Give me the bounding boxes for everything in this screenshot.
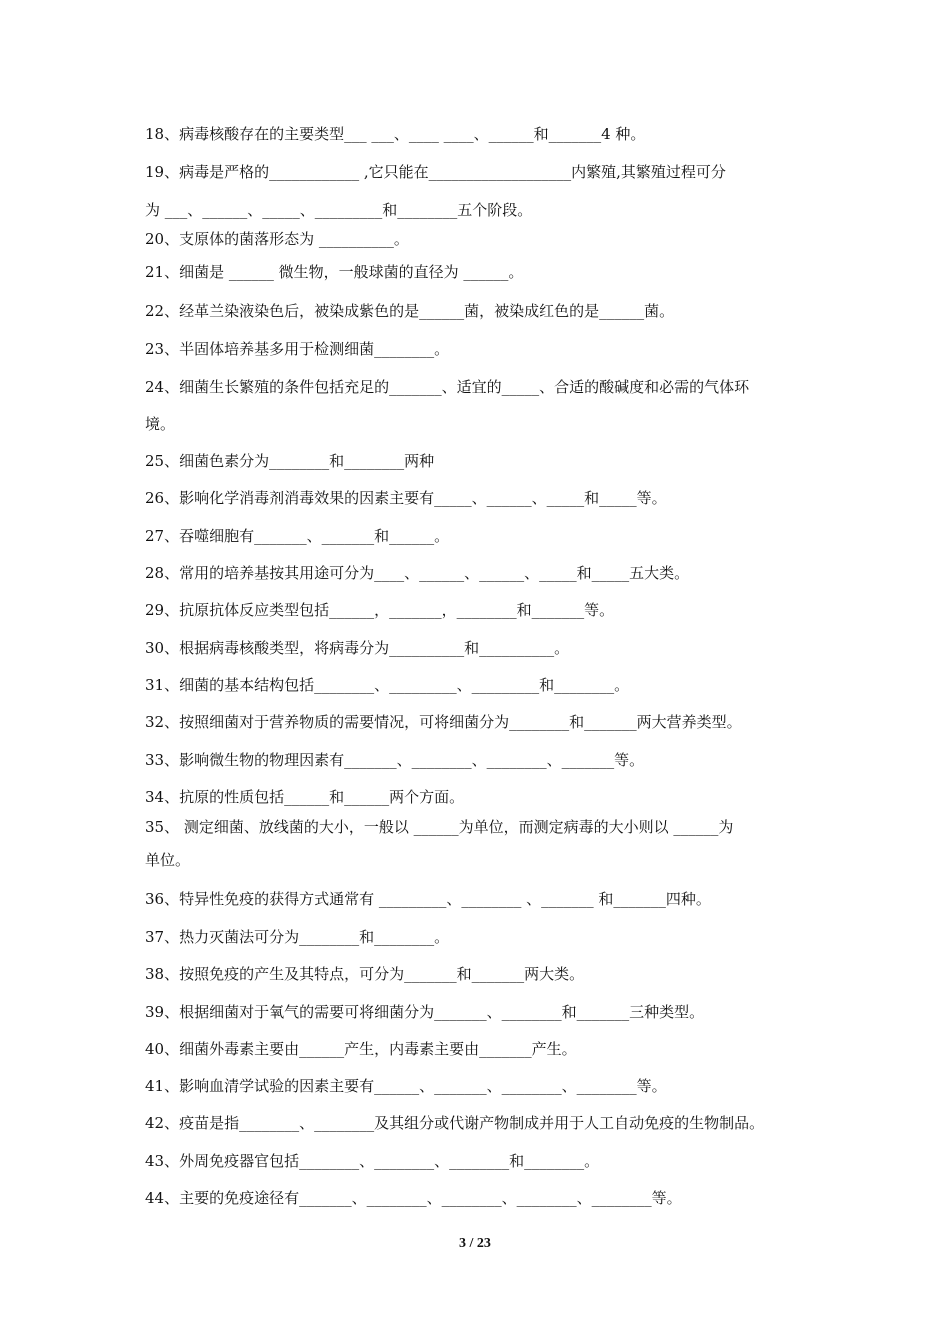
question-38: 38、按照免疫的产生及其特点，可分为_______和_______两大类。 bbox=[145, 965, 585, 983]
question-36: 36、特异性免疫的获得方式通常有 _________、________ 、_______ 和_______四种。 bbox=[145, 890, 711, 908]
question-19-line-2: 为 ___、______、_____、_________和________五个阶段。 bbox=[145, 201, 533, 219]
question-22: 22、经革兰染液染色后，被染成紫色的是______菌，被染成红色的是______菌。 bbox=[145, 302, 675, 320]
question-35-line-2: 单位。 bbox=[145, 851, 191, 869]
question-24-line-1: 24、细菌生长繁殖的条件包括充足的_______、适宜的_____、合适的酸碱度和必需的气体环 bbox=[145, 378, 750, 396]
question-41: 41、影响血清学试验的因素主要有______、_______、________、________等。 bbox=[145, 1077, 667, 1095]
question-32: 32、按照细菌对于营养物质的需要情况，可将细菌分为________和_______两大营养类型。 bbox=[145, 713, 742, 731]
question-20: 20、支原体的菌落形态为 __________。 bbox=[145, 230, 409, 248]
page-number: 3 / 23 bbox=[459, 1236, 491, 1251]
question-23: 23、半固体培养基多用于检测细菌________。 bbox=[145, 340, 450, 358]
question-24-line-2: 境。 bbox=[145, 415, 176, 433]
question-35-line-1: 35、 测定细菌、放线菌的大小，一般以 ______为单位，而测定病毒的大小则以 ______为 bbox=[145, 818, 734, 836]
question-30: 30、根据病毒核酸类型，将病毒分为__________和__________。 bbox=[145, 639, 570, 657]
question-34: 34、抗原的性质包括______和______两个方面。 bbox=[145, 788, 465, 806]
question-33: 33、影响微生物的物理因素有_______、________、________、_______等。 bbox=[145, 751, 645, 769]
question-43: 43、外周免疫器官包括________、________、________和________。 bbox=[145, 1152, 600, 1170]
question-44: 44、主要的免疫途径有_______、________、________、________、________等。 bbox=[145, 1189, 682, 1207]
question-19-line-1: 19、病毒是严格的____________ ,它只能在___________________内繁殖,其繁殖过程可分 bbox=[145, 163, 726, 181]
question-40: 40、细菌外毒素主要由______产生，内毒素主要由_______产生。 bbox=[145, 1040, 577, 1058]
question-26: 26、影响化学消毒剂消毒效果的因素主要有_____、______、_____和_____等。 bbox=[145, 489, 667, 507]
question-25: 25、细菌色素分为________和________两种 bbox=[145, 452, 435, 470]
question-29: 29、抗原抗体反应类型包括______，_______，________和_______等。 bbox=[145, 601, 615, 619]
question-31: 31、细菌的基本结构包括________、_________、_________和________。 bbox=[145, 676, 630, 694]
question-39: 39、根据细菌对于氧气的需要可将细菌分为_______、________和_______三种类型。 bbox=[145, 1003, 705, 1021]
question-21: 21、细菌是 ______ 微生物，一般球菌的直径为 ______。 bbox=[145, 263, 524, 281]
question-37: 37、热力灭菌法可分为________和________。 bbox=[145, 928, 450, 946]
question-18: 18、病毒核酸存在的主要类型___ ___、____ ____、______和_______4 种。 bbox=[145, 125, 646, 143]
question-42: 42、疫苗是指________、________及其组分或代谢产物制成并用于人工自动免疫的生物制品。 bbox=[145, 1114, 765, 1132]
question-28: 28、常用的培养基按其用途可分为____、______、______、_____和_____五大类。 bbox=[145, 564, 690, 582]
question-27: 27、吞噬细胞有_______、_______和______。 bbox=[145, 527, 450, 545]
